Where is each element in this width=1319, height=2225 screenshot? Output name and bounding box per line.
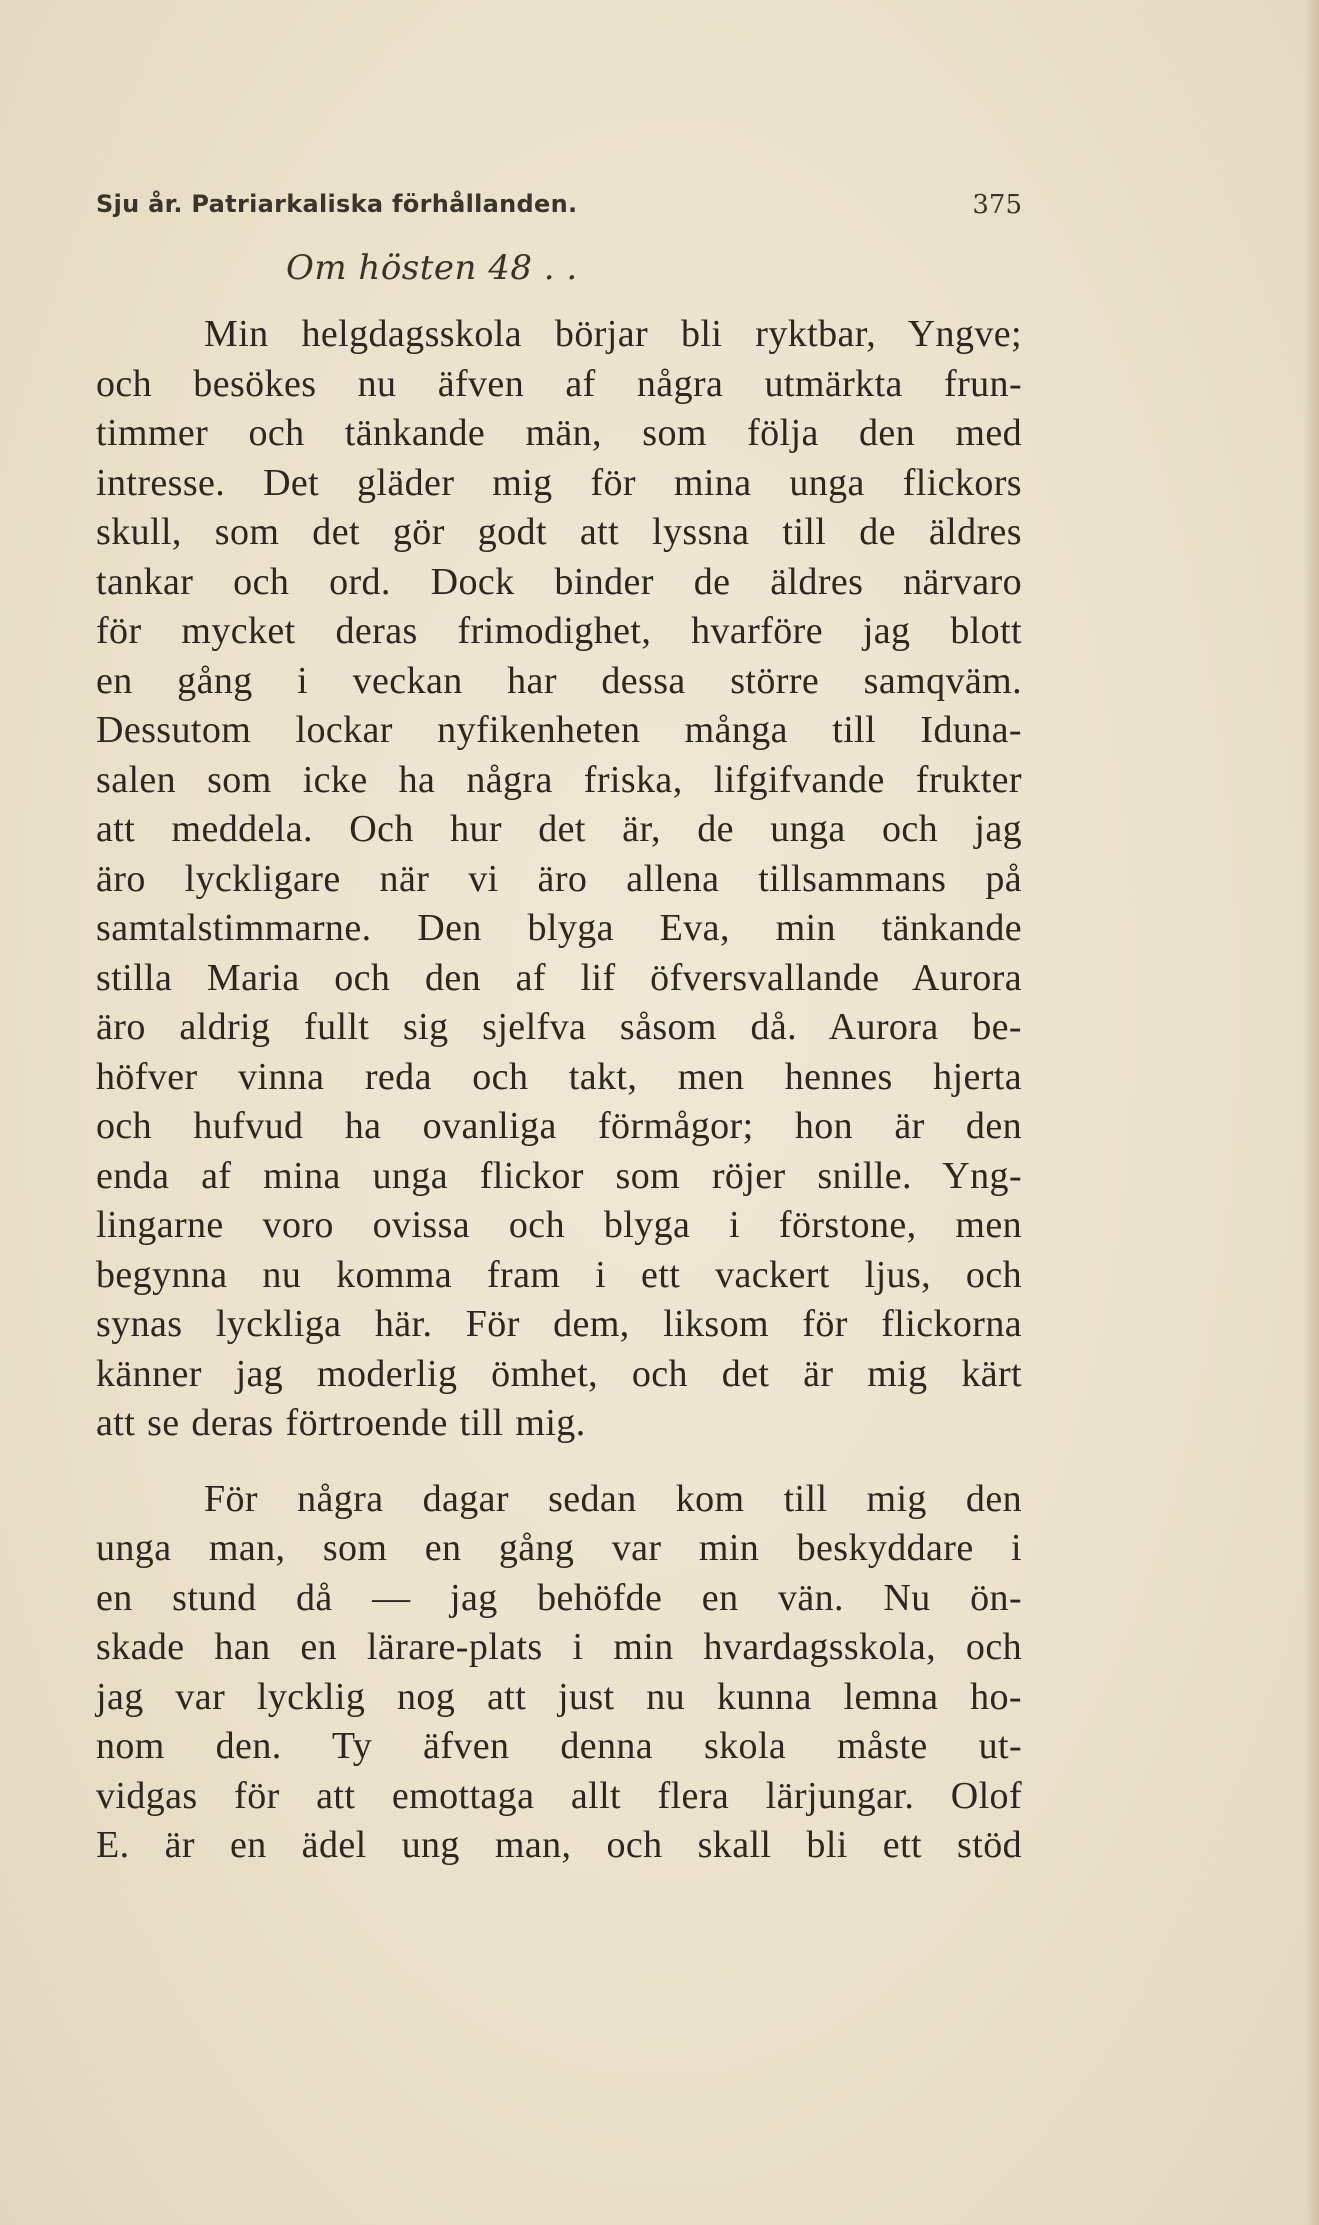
running-head — [96, 182, 1022, 226]
text-line: känner jag moderlig ömhet, och det är mig kärt — [96, 1352, 1022, 1395]
text-line: För några dagar sedan kom till mig den — [204, 1477, 1022, 1520]
text-line: för mycket deras frimodighet, hvarföre jag blott — [96, 610, 1022, 652]
text-line: timmer och tänkande män, som följa den med — [96, 412, 1022, 454]
text-line: tankar och ord. Dock binder de äldres närvaro — [96, 560, 1022, 603]
text-line: lingarne voro ovissa och blyga i förstone, men — [96, 1204, 1022, 1246]
text-line: höfver vinna reda och takt, men hennes hjerta — [96, 1055, 1022, 1098]
page-number: 375 — [972, 190, 1022, 220]
text-line: och hufvud ha ovanliga förmågor; hon är den — [96, 1105, 1022, 1147]
text-line: vidgas för att emottaga allt flera lärjungar. Olof — [96, 1774, 1022, 1817]
text-line: äro lyckligare när vi äro allena tillsammans på — [96, 857, 1022, 900]
paragraph-1 — [96, 310, 1022, 1449]
text-line: skull, som det gör godt att lyssna till de äldres — [96, 511, 1022, 553]
text-line: stilla Maria och den af lif öfversvallande Aurora — [96, 956, 1022, 999]
page-edge — [1305, 0, 1319, 2225]
text-line: salen som icke ha några friska, lifgifvande frukter — [96, 758, 1022, 801]
text-line: intresse. Det gläder mig för mina unga flickors — [96, 461, 1022, 504]
text-line: enda af mina unga flickor som röjer snille. Yng- — [96, 1154, 1022, 1197]
running-head-title: Sju år. Patriarkaliska förhållanden. — [96, 190, 578, 218]
paragraph-2 — [96, 1475, 1022, 1871]
text-line: och besökes nu äfven af några utmärkta frun- — [96, 362, 1022, 405]
text-line: E. är en ädel ung man, och skall bli ett stöd — [96, 1824, 1022, 1866]
text-line: begynna nu komma fram i ett vackert ljus, och — [96, 1253, 1022, 1296]
paragraph-gap — [96, 1449, 1022, 1475]
text-line: jag var lycklig nog att just nu kunna lemna ho- — [96, 1675, 1022, 1718]
text-line: nom den. Ty äfven denna skola måste ut- — [96, 1725, 1022, 1767]
text-line: att meddela. Och hur det är, de unga och jag — [96, 808, 1022, 850]
text-line: att se deras förtroende till mig. — [96, 1402, 586, 1444]
body-text — [96, 310, 1022, 1871]
text-line: Min helgdagsskola börjar bli ryktbar, Yngve; — [204, 313, 1022, 355]
text-line: äro aldrig fullt sig sjelfva såsom då. Aurora be- — [96, 1006, 1022, 1048]
text-line: skade han en lärare-plats i min hvardagsskola, och — [96, 1626, 1022, 1668]
text-line: unga man, som en gång var min beskyddare i — [96, 1527, 1022, 1569]
text-line: synas lyckliga här. För dem, liksom för flickorna — [96, 1303, 1022, 1345]
section-heading: Om hösten 48 . . — [286, 248, 578, 288]
text-line: samtalstimmarne. Den blyga Eva, min tänkande — [96, 907, 1022, 949]
text-line: en gång i veckan har dessa större samqväm. — [96, 659, 1022, 702]
text-line: en stund då — jag behöfde en vän. Nu ön- — [96, 1576, 1022, 1619]
text-line: Dessutom lockar nyfikenheten många till Iduna- — [96, 709, 1022, 751]
